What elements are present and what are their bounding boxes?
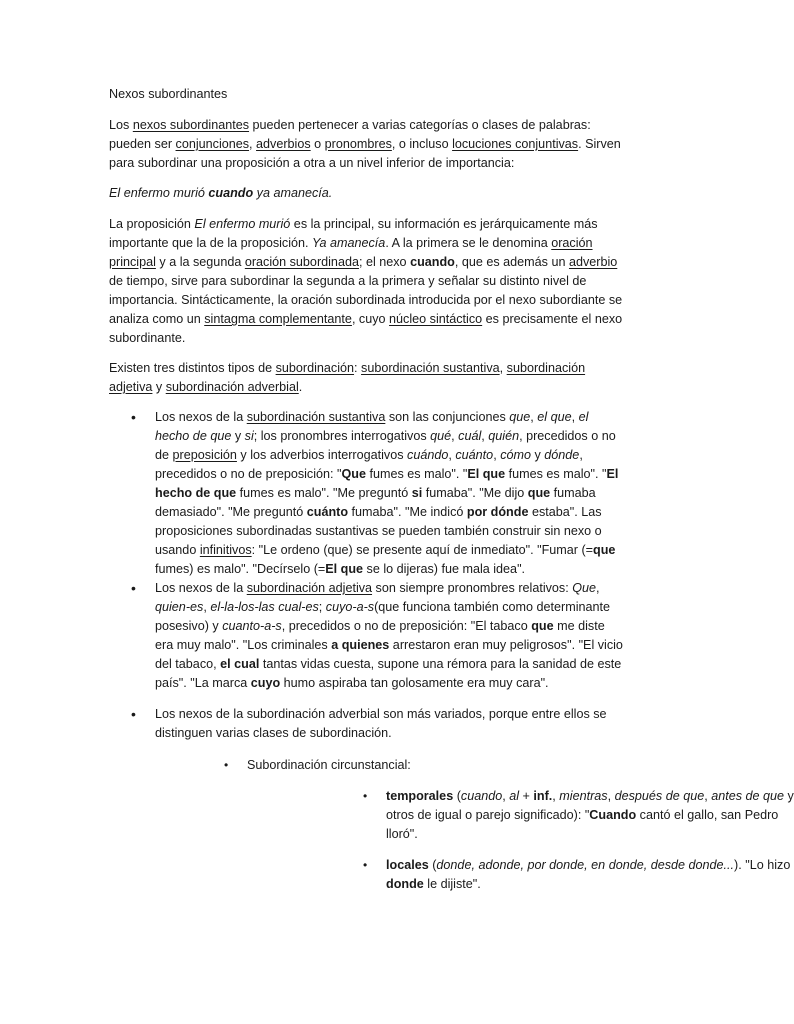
link-oracion-subordinada[interactable]: oración subordinada: [244, 255, 359, 269]
temporales-item: • temporales (cuando, al + inf., mientras, después de que, antes de que y otros de igual o parejo significado): "Cuando cantó el gallo, san Pedro lloró".: [247, 787, 794, 844]
link-pronombres[interactable]: pronombres: [324, 137, 392, 151]
example-sentence: El enfermo murió cuando ya amanecía.: [109, 186, 333, 200]
explanation-paragraph: La proposición El enfermo murió es la principal, su información es jerárquicamente más importante que la de la proposición. Ya amanecía. A la primera se le denomina oración principal y a la segunda oración subordinada; el nexo cuando, que es además un adverbio de tiempo, sirve para subordinar la segunda a la primera y señalar su distinto nivel de importancia. Sintácticamente, la oración subordinada introducida por el nexo subordiante se analiza como un sintagma complementante, cuyo núcleo sintáctico es precisamente el nexo subordinante.: [109, 217, 623, 345]
link-nexos-subordinantes[interactable]: nexos subordinantes: [132, 118, 250, 132]
link-adverbios[interactable]: adverbios: [256, 137, 311, 151]
intro-paragraph: Los nexos subordinantes pueden pertenecer a varias categorías o clases de palabras: pueden ser conjunciones, adverbios o pronombres, o incluso locuciones conjuntivas. Sirven para subordinar una proposición a otra a un nivel inferior de importancia:: [109, 118, 621, 170]
link-conjunciones[interactable]: conjunciones: [175, 137, 250, 151]
bullet-adverbial: • Los nexos de la subordinación adverbial son más variados, porque entre ellos se distinguen varias clases de subordinación. • Subordinación circunstancial: • temporales (cuando, al + inf., mientras, después de que, antes de que y otros de igual o parejo significado): "Cuando cantó el gallo, san Pedro lloró". • locales (donde, adonde, por donde, en donde, desde donde...). "Lo hizo donde le dijiste".: [109, 705, 624, 894]
link-subordinacion-adjetiva-2[interactable]: subordinación adjetiva: [246, 581, 373, 595]
bullet-adjetiva: • Los nexos de la subordinación adjetiva son siempre pronombres relativos: Que, quien-es, el-la-los-las cual-es; cuyo-a-s(que funciona también como determinante posesivo) y cuanto-a-s, precedidos o no de preposición: "El tabaco que me diste era muy malo". "Los criminales a quienes arrestaron eran muy peligrosos". "El vicio del tabaco, el cual tantas vidas cuesta, supone una rémora para la sanidad de este país". "La marca cuyo humo aspiraba tan golosamente era muy cara".: [109, 579, 624, 693]
document-body: [109, 85, 794, 906]
link-sintagma-complementante[interactable]: sintagma complementante: [204, 312, 352, 326]
page-title: Nexos subordinantes: [109, 87, 228, 101]
link-subordinacion-adjetiva[interactable]: subordinación adjetiva: [109, 361, 586, 394]
bullet-sustantiva: • Los nexos de la subordinación sustantiva son las conjunciones que, el que, el hecho de que y si; los pronombres interrogativos qué, cuál, quién, precedidos o no de preposición y los adverbios interrogativos cuándo, cuánto, cómo y dónde, precedidos o no de preposición: "Que fumes es malo". "El que fumes es malo". "El hecho de que fumes es malo". "Me preguntó si fumaba". "Me dijo que fumaba demasiado". "Me preguntó cuánto fumaba". "Me indicó por dónde estaba". Las proposiciones subordinadas sustantivas se pueden también construir sin nexo o usando infinitivos: "Le ordeno (que) se presente aquí de inmediato". "Fumar (=que fumes) es malo". "Decírselo (=El que se lo dijeras) fue mala idea".: [109, 408, 624, 579]
link-subordinacion[interactable]: subordinación: [275, 361, 355, 375]
link-adverbio[interactable]: adverbio: [568, 255, 618, 269]
circunstancial-sublist: [247, 787, 794, 894]
circunstancial-item: • Subordinación circunstancial: • temporales (cuando, al + inf., mientras, después de que, antes de que y otros de igual o parejo significado): "Cuando cantó el gallo, san Pedro lloró". • locales (donde, adonde, por donde, en donde, desde donde...). "Lo hizo donde le dijiste".: [155, 756, 624, 894]
link-subordinacion-sustantiva-2[interactable]: subordinación sustantiva: [246, 410, 386, 424]
link-preposicion[interactable]: preposición: [172, 448, 237, 462]
link-locuciones-conjuntivas[interactable]: locuciones conjuntivas: [452, 137, 579, 151]
link-nucleo-sintactico[interactable]: núcleo sintáctico: [389, 312, 483, 326]
bullet-list: [109, 408, 794, 894]
adverbial-sublist: [155, 756, 794, 894]
locales-item: • locales (donde, adonde, por donde, en donde, desde donde...). "Lo hizo donde le dijiste".: [247, 856, 794, 894]
link-subordinacion-sustantiva[interactable]: subordinación sustantiva: [361, 361, 500, 375]
link-infinitivos[interactable]: infinitivos: [199, 543, 252, 557]
types-paragraph: Existen tres distintos tipos de subordinación: subordinación sustantiva, subordinación adjetiva y subordinación adverbial.: [109, 361, 586, 394]
link-oracion-principal[interactable]: oración principal: [109, 236, 593, 269]
link-subordinacion-adverbial[interactable]: subordinación adverbial: [165, 380, 299, 394]
